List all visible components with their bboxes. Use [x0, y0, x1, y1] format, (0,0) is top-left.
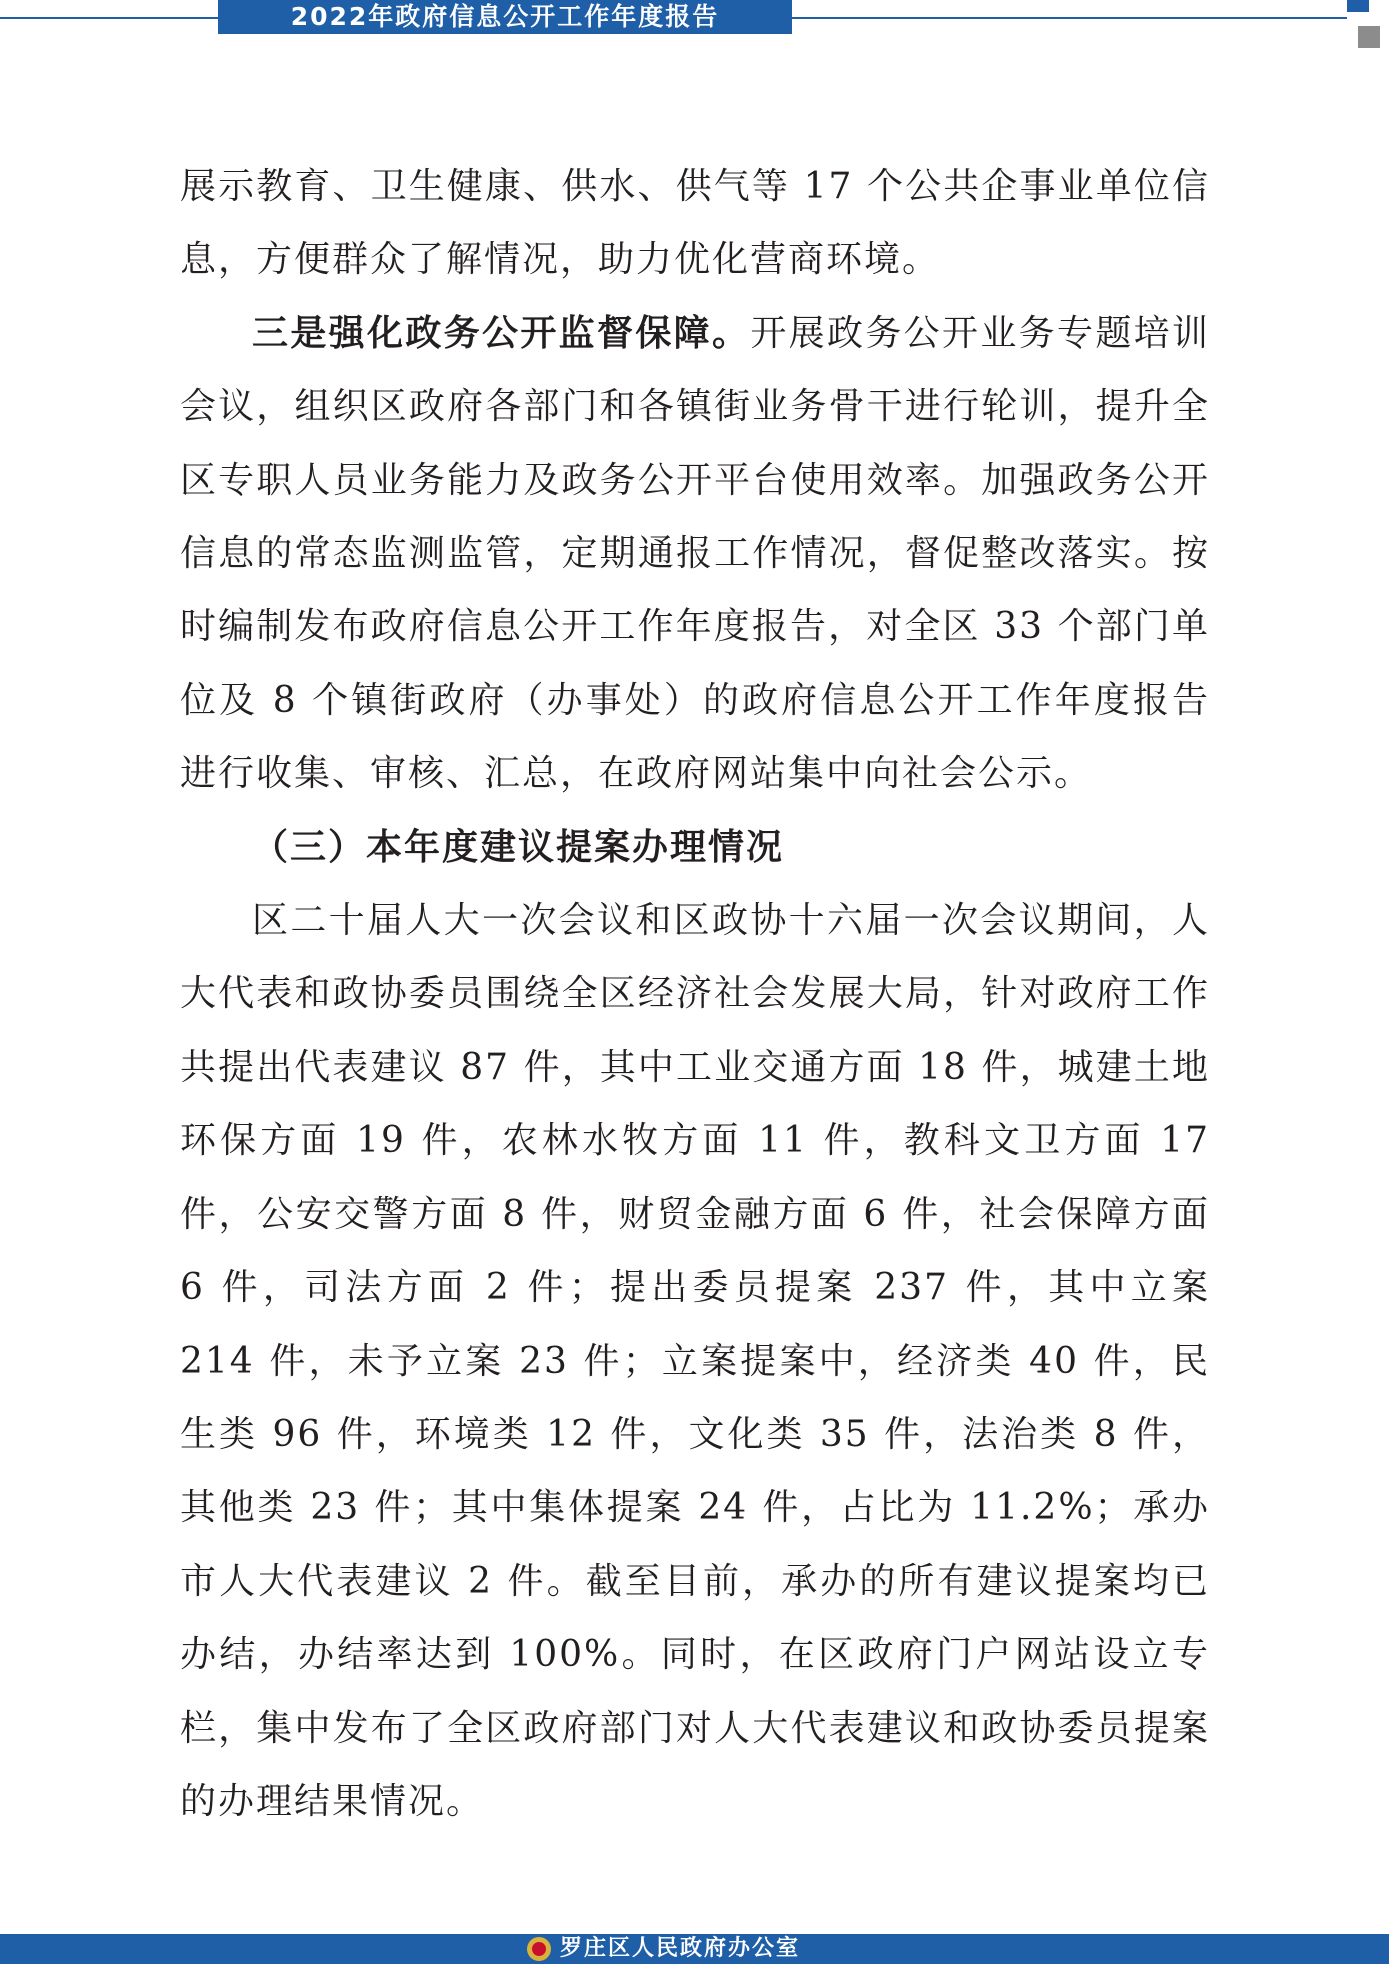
report-title-banner: 2022年政府信息公开工作年度报告 — [218, 0, 792, 34]
header-rule-right — [792, 17, 1347, 19]
header-corner-square — [1358, 26, 1380, 48]
header-rule-left — [0, 17, 220, 19]
page-body — [180, 150, 1210, 1838]
section-heading: （三）本年度建议提案办理情况 — [252, 825, 785, 868]
paragraph-text: 开展政务公开业务专题培训会议，组织区政府各部门和各镇街业务骨干进行轮训，提升全区专职人员业务能力及政务公开平台使用效率。加强政务公开信息的常态监测监管，定期通报工作情况，督促整改落实。按时编制发布政府信息公开工作年度报告，对全区 33 个部门单位及 8 个镇街政府（办事处）的政府信息公开工作年度报告进行收集、审核、汇总，在政府网站集中向社会公示。 — [180, 312, 1210, 795]
footer-organization: 罗庄区人民政府办公室 — [560, 1936, 801, 1961]
paragraph-supervision — [180, 297, 1210, 811]
paragraph-proposals: 区二十届人大一次会议和区政协十六届一次会议期间，人大代表和政协委员围绕全区经济社会发展大局，针对政府工作共提出代表建议 87 件，其中工业交通方面 18 件，城建土地环保方面 19 件，农林水牧方面 11 件，教科文卫方面 17 件，公安交警方面 8 件，财贸金融方面 6 件，社会保障方面 6 件，司法方面 2 件；提出委员提案 237 件，其中立案 214 件，未予立案 23 件；立案提案中，经济类 40 件，民生类 96 件，环境类 12 件，文化类 35 件，法治类 8 件，其他类 23 件；其中集体提案 24 件，占比为 11.2%；承办市人大代表建议 2 件。截至目前，承办的所有建议提案均已办结，办结率达到 100%。同时，在区政府门户网站设立专栏，集中发布了全区政府部门对人大代表建议和政协委员提案的办理结果情况。 — [180, 900, 1210, 1822]
national-emblem-icon — [527, 1937, 551, 1961]
paragraph-lead: 三是强化政务公开监督保障。 — [252, 311, 751, 354]
header-corner-mark — [1347, 0, 1369, 12]
paragraph-continuation: 展示教育、卫生健康、供水、供气等 17 个公共企事业单位信息，方便群众了解情况，助力优化营商环境。 — [180, 166, 1210, 281]
